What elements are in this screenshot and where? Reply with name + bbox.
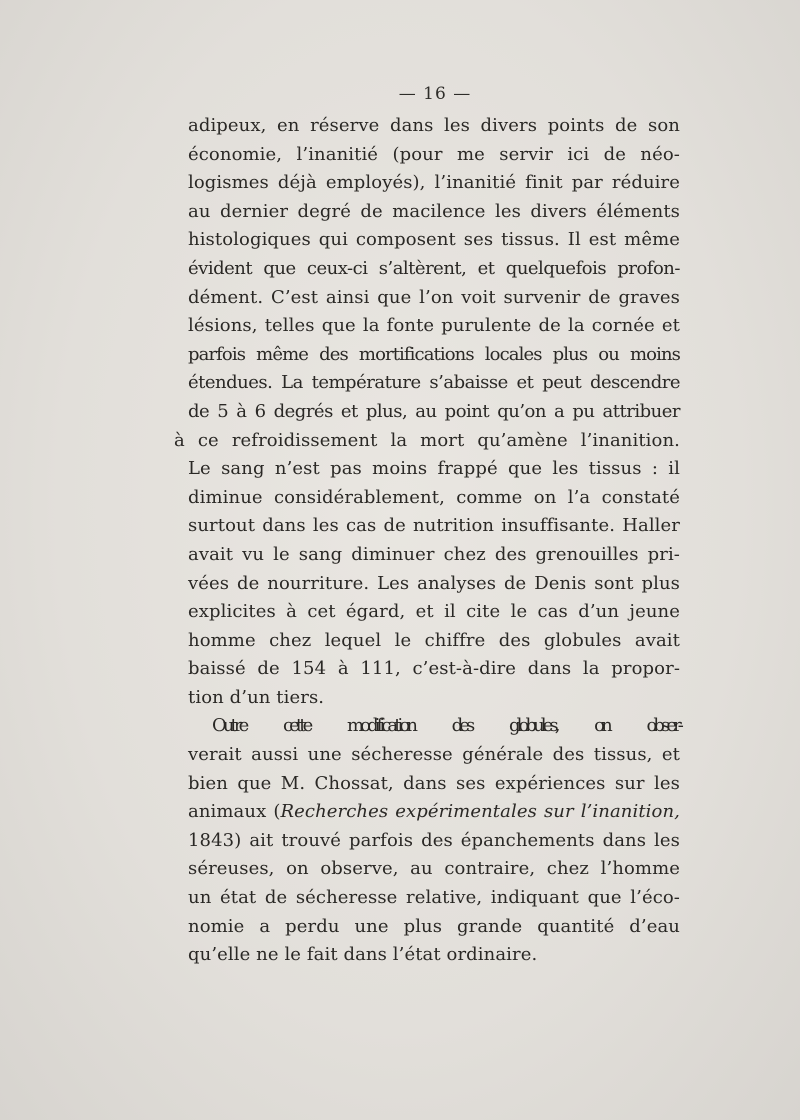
text-line: qu’elle ne le fait dans l’état ordinaire. (188, 944, 538, 966)
text-line: vées de nourriture. Les analyses de Denis sont plus (188, 572, 680, 594)
text-line: évident que ceux-ci s’altèrent, et quelquefois profon- (188, 257, 680, 279)
text-line: verait aussi une sécheresse générale des tissus, et (188, 744, 680, 766)
text-line: lésions, telles que la fonte purulente de la cornée et (188, 315, 680, 337)
text-line: Outre cette modification des globules, on obser- (212, 715, 680, 737)
text-line: diminue considérablement, comme on l’a constaté (188, 486, 680, 508)
text-line: homme chez lequel le chiffre des globules avait (188, 629, 680, 651)
text-line: Le sang n’est pas moins frappé que les tissus : il (188, 458, 680, 480)
body-text (174, 112, 680, 970)
text-line: tion d’un tiers. (188, 686, 325, 708)
text-line: dément. C’est ainsi que l’on voit survenir de graves (188, 286, 680, 308)
page-number: — 16 — (398, 84, 472, 104)
text-line (188, 798, 680, 827)
text-line: au dernier degré de macilence les divers éléments (188, 200, 680, 222)
text-line: de 5 à 6 degrés et plus, au point qu’on a pu attribuer (188, 400, 680, 422)
text-line: surtout dans les cas de nutrition insuffisante. Haller (188, 515, 680, 537)
text-line: séreuses, on observe, au contraire, chez l’homme (188, 858, 680, 880)
text-line: logismes déjà employés), l’inanitié finit par réduire (188, 172, 680, 194)
text-line: explicites à cet égard, et il cite le cas d’un jeune (188, 601, 680, 623)
text-line: avait vu le sang diminuer chez des grenouilles pri- (188, 543, 680, 565)
book-title: Recherches expérimentales sur l’inanition, (280, 801, 680, 823)
text-line: adipeux, en réserve dans les divers points de son (188, 115, 680, 136)
text-line: histologiques qui composent ses tissus. Il est même (188, 229, 680, 251)
text-line: à ce refroidissement la mort qu’amène l’inanition. (174, 429, 680, 451)
text-line: bien que M. Chossat, dans ses expériences sur les (188, 772, 680, 794)
text-line: baissé de 154 à 111, c’est-à-dire dans la propor- (188, 658, 680, 680)
text-line: 1843) ait trouvé parfois des épanchements dans les (188, 829, 680, 851)
text-line: un état de sécheresse relative, indiquant que l’éco- (188, 887, 680, 909)
text-line: parfois même des mortifications locales plus ou moins (188, 343, 680, 365)
text-fragment: animaux ( (188, 801, 281, 823)
text-line: nomie a perdu une plus grande quantité d’eau (188, 915, 680, 937)
text-line: économie, l’inanitié (pour me servir ici de néo- (188, 143, 680, 165)
text-line: étendues. La température s’abaisse et peut descendre (188, 372, 680, 394)
